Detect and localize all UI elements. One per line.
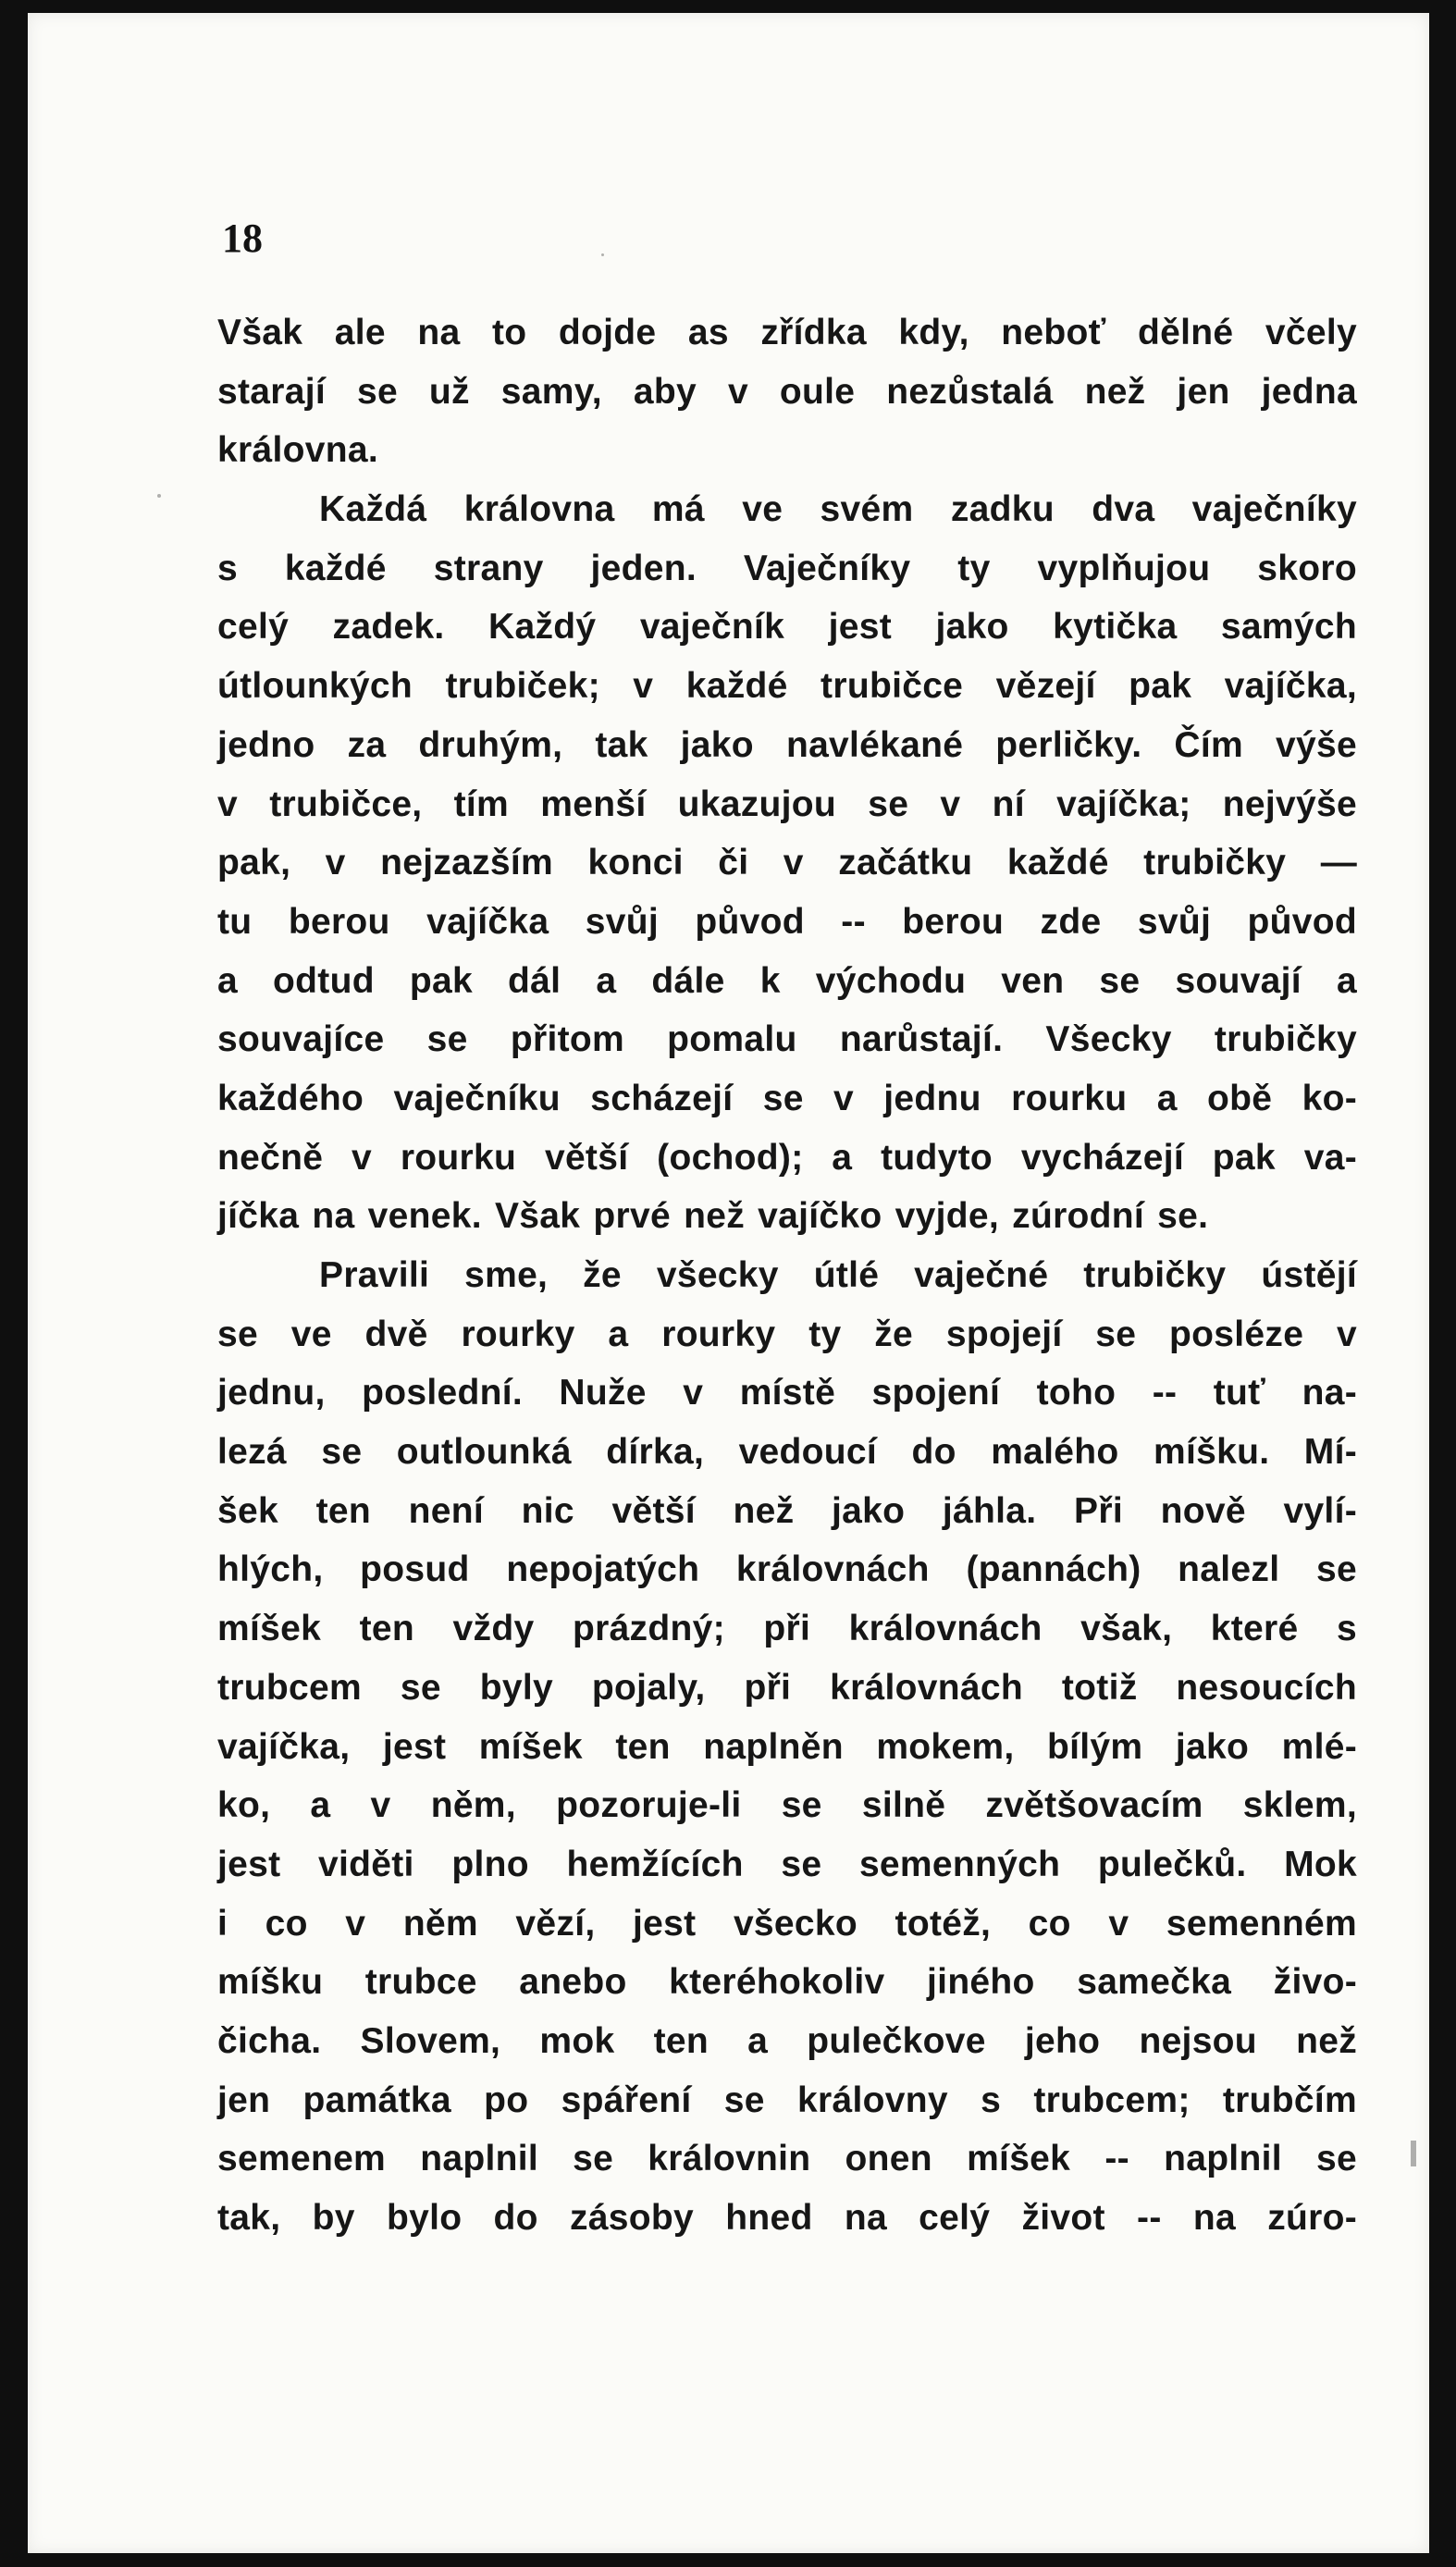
scan-speck: [157, 494, 161, 498]
text-line: jedno za druhým, tak jako navlékané perličky. Čím výše: [217, 724, 1357, 765]
text-line: nečně v rourku větší (ochod); a tudyto vycházejí pak va-: [217, 1137, 1357, 1178]
text-line: a odtud pak dál a dále k východu ven se souvají a: [217, 960, 1357, 1001]
text-line: i co v něm vězí, jest všecko totéž, co v semenném: [217, 1903, 1357, 1944]
text-line: vajíčka, jest míšek ten naplněn mokem, bílým jako mlé-: [217, 1726, 1357, 1767]
body-text: [217, 303, 1357, 2248]
text-line: souvajíce se přitom pomalu narůstají. Všecky trubičky: [217, 1019, 1357, 1060]
text-line: v trubičce, tím menší ukazujou se v ní vajíčka; nejvýše: [217, 784, 1357, 824]
text-line: šek ten není nic větší než jako jáhla. Při nově vylí-: [217, 1490, 1357, 1531]
paragraph-start-line: Každá královna má ve svém zadku dva vaječníky: [319, 489, 1357, 530]
text-line: jest viděti plno hemžících se semenných pulečků. Mok: [217, 1844, 1357, 1884]
text-line: tu berou vajíčka svůj původ -- berou zde svůj původ: [217, 901, 1357, 942]
text-line: celý zadek. Každý vaječník jest jako kytička samých: [217, 607, 1357, 648]
scan-speck: [601, 253, 604, 256]
text-line: každého vaječníku scházejí se v jednu rourku a obě ko-: [217, 1078, 1357, 1118]
text-line: míšek ten vždy prázdný; při královnách však, které s: [217, 1609, 1357, 1649]
text-line: pak, v nejzazším konci či v začátku každé trubičky —: [217, 843, 1357, 883]
text-line: jednu, poslední. Nuže v místě spojení toho -- tuť na-: [217, 1373, 1357, 1413]
text-line: královna.: [217, 430, 378, 471]
paragraph-start-line: Pravili sme, že všecky útlé vaječné trubičky ústějí: [319, 1255, 1357, 1295]
text-line: míšku trubce anebo kteréhokoliv jiného samečka živo-: [217, 1962, 1357, 2003]
text-line: trubcem se byly pojaly, při královnách totiž nesoucích: [217, 1667, 1357, 1708]
text-line: útlounkých trubiček; v každé trubičce vězejí pak vajíčka,: [217, 666, 1357, 707]
text-line: jen památka po spáření se královny s trubcem; trubčím: [217, 2080, 1357, 2120]
text-line: se ve dvě rourky a rourky ty že spojejí se posléze v: [217, 1314, 1357, 1354]
text-line: čicha. Slovem, mok ten a pulečkove jeho nejsou než: [217, 2020, 1357, 2061]
text-line: lezá se outlounká dírka, vedoucí do malého míšku. Mí-: [217, 1432, 1357, 1473]
text-line: semenem naplnil se královnin onen míšek -- naplnil se: [217, 2139, 1357, 2179]
text-line: Však ale na to dojde as zřídka kdy, neboť dělné včely: [217, 313, 1357, 352]
paper-sheet: [28, 13, 1429, 2553]
text-line: s každé strany jeden. Vaječníky ty vyplňujou skoro: [217, 548, 1357, 588]
text-line: tak, by bylo do zásoby hned na celý život -- na zúro-: [217, 2198, 1357, 2238]
scan-speck: [1411, 2141, 1416, 2166]
text-line: ko, a v něm, pozoruje-li se silně zvětšovacím sklem,: [217, 1785, 1357, 1826]
text-line: starají se už samy, aby v oule nezůstalá než jen jedna: [217, 371, 1357, 412]
page-number: 18: [222, 216, 263, 261]
text-line: jíčka na venek. Však prvé než vajíčko vyjde, zúrodní se.: [217, 1196, 1209, 1237]
text-line: hlých, posud nepojatých královnách (pannách) nalezl se: [217, 1549, 1357, 1590]
